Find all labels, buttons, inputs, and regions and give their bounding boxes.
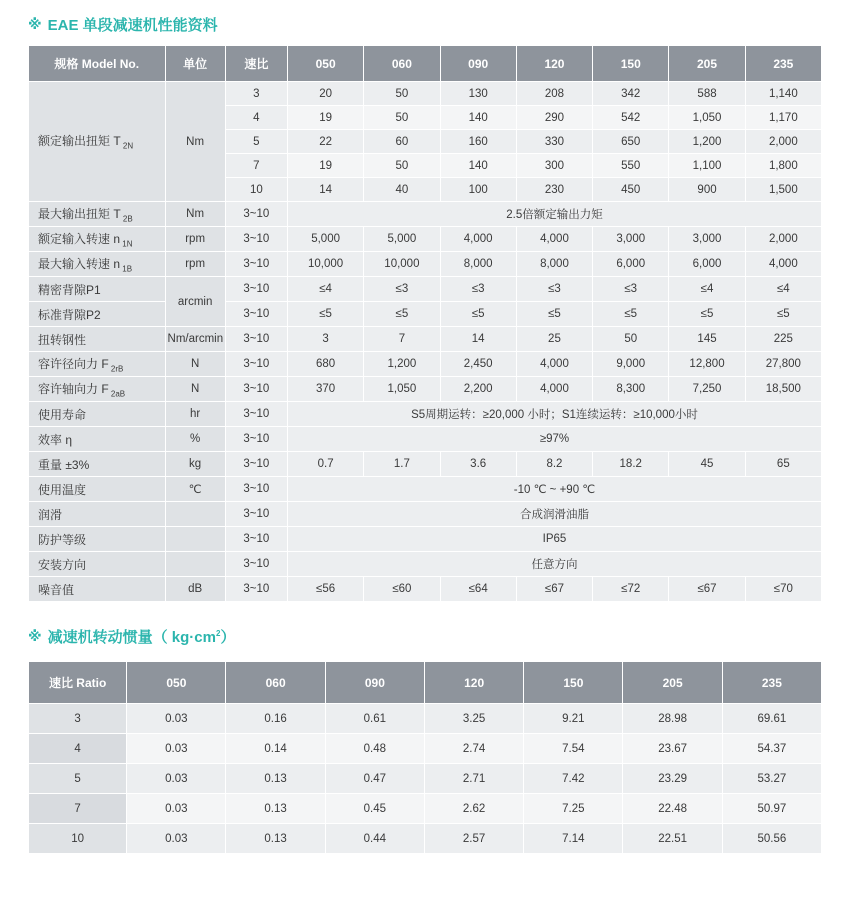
inertia-header-row xyxy=(29,662,822,704)
row-unit: rpm xyxy=(165,252,225,277)
cell-value: 10,000 xyxy=(287,252,363,277)
cell-value: 50 xyxy=(364,82,440,106)
cell-value: 6,000 xyxy=(593,252,669,277)
cell-value: 14 xyxy=(287,178,363,202)
cell-value: ≤5 xyxy=(364,302,440,327)
cell-value: 225 xyxy=(745,327,821,352)
cell-value: 0.16 xyxy=(226,704,325,734)
cell-value: 588 xyxy=(669,82,745,106)
cell-value: 0.13 xyxy=(226,794,325,824)
cell-value: 12,800 xyxy=(669,352,745,377)
cell-value: ≤70 xyxy=(745,577,821,602)
cell-ratio: 10 xyxy=(225,178,287,202)
table-row xyxy=(29,302,822,327)
row-label: 重量 ±3% xyxy=(29,452,166,477)
cell-ratio: 3~10 xyxy=(225,377,287,402)
row-unit-rated-torque: Nm xyxy=(165,82,225,202)
cell-ratio: 3~10 xyxy=(225,227,287,252)
cell-value: ≤64 xyxy=(440,577,516,602)
cell-value: 0.47 xyxy=(325,764,424,794)
header-model-060: 060 xyxy=(364,46,440,82)
row-label: 标准背隙P2 xyxy=(29,302,166,327)
cell-value: 680 xyxy=(287,352,363,377)
cell-value: 1,050 xyxy=(669,106,745,130)
header-model-050: 050 xyxy=(287,46,363,82)
cell-value: 9,000 xyxy=(593,352,669,377)
cell-value: 8,000 xyxy=(516,252,592,277)
cell-value: 18.2 xyxy=(593,452,669,477)
cell-value: 900 xyxy=(669,178,745,202)
cell-value: 23.29 xyxy=(623,764,722,794)
cell-value: ≤5 xyxy=(669,302,745,327)
table-row xyxy=(29,477,822,502)
row-label: 扭转钢性 xyxy=(29,327,166,352)
header-model-090: 090 xyxy=(325,662,424,704)
cell-value-merged: S5周期运转：≥20,000 小时；S1连续运转：≥10,000小时 xyxy=(287,402,821,427)
cell-value: 4,000 xyxy=(516,377,592,402)
cell-value: 650 xyxy=(593,130,669,154)
row-label: 使用寿命 xyxy=(29,402,166,427)
table-row xyxy=(29,734,822,764)
row-label: 噪音值 xyxy=(29,577,166,602)
cell-value: 1,140 xyxy=(745,82,821,106)
asterisk-icon: ※ xyxy=(28,16,42,32)
cell-value: 2.74 xyxy=(424,734,523,764)
cell-value: 1,200 xyxy=(669,130,745,154)
cell-value: 3,000 xyxy=(593,227,669,252)
cell-value: 0.45 xyxy=(325,794,424,824)
cell-value: ≤72 xyxy=(593,577,669,602)
row-unit: ℃ xyxy=(165,477,225,502)
cell-value: 18,500 xyxy=(745,377,821,402)
table-row xyxy=(29,577,822,602)
cell-value: 230 xyxy=(516,178,592,202)
cell-ratio: 3~10 xyxy=(225,477,287,502)
cell-value: 0.03 xyxy=(127,764,226,794)
cell-value: ≤5 xyxy=(593,302,669,327)
cell-value: 8,300 xyxy=(593,377,669,402)
cell-value: 290 xyxy=(516,106,592,130)
cell-value: 3.6 xyxy=(440,452,516,477)
cell-ratio: 10 xyxy=(29,824,127,854)
row-unit: Nm xyxy=(165,202,225,227)
cell-value: 0.61 xyxy=(325,704,424,734)
cell-value: 370 xyxy=(287,377,363,402)
cell-value: 22.51 xyxy=(623,824,722,854)
table-row xyxy=(29,824,822,854)
table-row xyxy=(29,502,822,527)
cell-value: 27,800 xyxy=(745,352,821,377)
cell-value: 550 xyxy=(593,154,669,178)
cell-value: 0.7 xyxy=(287,452,363,477)
cell-value: ≤5 xyxy=(440,302,516,327)
cell-value: 5,000 xyxy=(364,227,440,252)
asterisk-icon-2: ※ xyxy=(28,628,42,644)
cell-value: 1.7 xyxy=(364,452,440,477)
cell-value: 7.14 xyxy=(524,824,623,854)
cell-value: 50 xyxy=(364,106,440,130)
header-model: 规格 Model No. xyxy=(29,46,166,82)
cell-ratio: 5 xyxy=(29,764,127,794)
header-model-120: 120 xyxy=(516,46,592,82)
cell-value: 4,000 xyxy=(745,252,821,277)
row-label: 容许径向力 F $_{2rB}$ xyxy=(29,352,166,377)
row-label: 额定输入转速 n $_{1N}$ xyxy=(29,227,166,252)
cell-ratio: 3~10 xyxy=(225,427,287,452)
row-label-rated-torque: 额定输出扭矩 T $_{2N}$ xyxy=(29,82,166,202)
cell-value: 0.03 xyxy=(127,824,226,854)
inertia-table xyxy=(28,661,822,854)
row-unit: % xyxy=(165,427,225,452)
cell-value: 8.2 xyxy=(516,452,592,477)
cell-value: 53.27 xyxy=(722,764,821,794)
cell-value: 2.57 xyxy=(424,824,523,854)
cell-value: 60 xyxy=(364,130,440,154)
cell-value: 14 xyxy=(440,327,516,352)
cell-ratio: 3 xyxy=(225,82,287,106)
cell-value: 6,000 xyxy=(669,252,745,277)
cell-value: ≤60 xyxy=(364,577,440,602)
cell-value: 69.61 xyxy=(722,704,821,734)
cell-value: 1,500 xyxy=(745,178,821,202)
cell-value: 208 xyxy=(516,82,592,106)
cell-value: 100 xyxy=(440,178,516,202)
cell-ratio: 3~10 xyxy=(225,452,287,477)
table-row xyxy=(29,764,822,794)
header-unit: 单位 xyxy=(165,46,225,82)
cell-value: ≤4 xyxy=(287,277,363,302)
cell-value-merged: 任意方向 xyxy=(287,552,821,577)
perf-section-title xyxy=(0,0,850,45)
header-ratio: 速比 xyxy=(225,46,287,82)
cell-value: 28.98 xyxy=(623,704,722,734)
cell-value: 10,000 xyxy=(364,252,440,277)
row-unit: hr xyxy=(165,402,225,427)
table-row xyxy=(29,794,822,824)
cell-value: ≤5 xyxy=(287,302,363,327)
row-unit: kg xyxy=(165,452,225,477)
table-row xyxy=(29,377,822,402)
table-row xyxy=(29,327,822,352)
cell-value: 3,000 xyxy=(669,227,745,252)
cell-value: 54.37 xyxy=(722,734,821,764)
row-unit xyxy=(165,552,225,577)
cell-value: 7.42 xyxy=(524,764,623,794)
table-row xyxy=(29,82,822,106)
cell-value: 2.71 xyxy=(424,764,523,794)
header-model-205: 205 xyxy=(623,662,722,704)
cell-value: 542 xyxy=(593,106,669,130)
row-label: 润滑 xyxy=(29,502,166,527)
cell-value: 0.14 xyxy=(226,734,325,764)
performance-table xyxy=(28,45,822,602)
cell-value: 3.25 xyxy=(424,704,523,734)
table-row xyxy=(29,552,822,577)
cell-value: 45 xyxy=(669,452,745,477)
cell-value: 19 xyxy=(287,154,363,178)
row-label: 防护等级 xyxy=(29,527,166,552)
cell-value: 3 xyxy=(287,327,363,352)
cell-value: 20 xyxy=(287,82,363,106)
cell-value: 1,100 xyxy=(669,154,745,178)
table-row xyxy=(29,227,822,252)
row-label: 最大输出扭矩 T $_{2B}$ xyxy=(29,202,166,227)
cell-value: 22 xyxy=(287,130,363,154)
cell-ratio: 3~10 xyxy=(225,527,287,552)
cell-value: 342 xyxy=(593,82,669,106)
cell-value: 0.03 xyxy=(127,734,226,764)
header-model-060: 060 xyxy=(226,662,325,704)
cell-value: ≤4 xyxy=(669,277,745,302)
header-ratio: 速比 Ratio xyxy=(29,662,127,704)
table-row xyxy=(29,252,822,277)
table-row xyxy=(29,277,822,302)
cell-value: 50 xyxy=(593,327,669,352)
cell-value: 25 xyxy=(516,327,592,352)
table-row xyxy=(29,704,822,734)
cell-value: 4,000 xyxy=(516,352,592,377)
cell-value: 1,800 xyxy=(745,154,821,178)
cell-value: 0.44 xyxy=(325,824,424,854)
cell-value: 7,250 xyxy=(669,377,745,402)
row-label: 精密背隙P1 xyxy=(29,277,166,302)
cell-value-merged: IP65 xyxy=(287,527,821,552)
cell-ratio: 4 xyxy=(29,734,127,764)
cell-ratio: 5 xyxy=(225,130,287,154)
perf-title-text: EAE 单段减速机性能资料 xyxy=(47,17,218,34)
cell-value: 8,000 xyxy=(440,252,516,277)
cell-value: 9.21 xyxy=(524,704,623,734)
row-unit: arcmin xyxy=(165,277,225,327)
cell-ratio: 3~10 xyxy=(225,302,287,327)
cell-value: ≤3 xyxy=(593,277,669,302)
cell-value: 5,000 xyxy=(287,227,363,252)
row-unit: N xyxy=(165,352,225,377)
row-unit xyxy=(165,502,225,527)
cell-ratio: 3~10 xyxy=(225,252,287,277)
cell-ratio: 3~10 xyxy=(225,327,287,352)
cell-value: 145 xyxy=(669,327,745,352)
table-row xyxy=(29,352,822,377)
cell-value: ≤3 xyxy=(516,277,592,302)
table-row xyxy=(29,452,822,477)
cell-value: 7.54 xyxy=(524,734,623,764)
cell-value: 50 xyxy=(364,154,440,178)
cell-value: ≤5 xyxy=(745,302,821,327)
cell-value-merged: -10 ℃ ~ +90 ℃ xyxy=(287,477,821,502)
cell-value: 0.13 xyxy=(226,824,325,854)
cell-value: ≤67 xyxy=(516,577,592,602)
header-model-120: 120 xyxy=(424,662,523,704)
cell-value: 65 xyxy=(745,452,821,477)
table-row xyxy=(29,527,822,552)
cell-value: 23.67 xyxy=(623,734,722,764)
cell-value: 40 xyxy=(364,178,440,202)
cell-ratio: 3~10 xyxy=(225,552,287,577)
cell-ratio: 3 xyxy=(29,704,127,734)
cell-value: 1,050 xyxy=(364,377,440,402)
row-label: 使用温度 xyxy=(29,477,166,502)
cell-value: 2.62 xyxy=(424,794,523,824)
header-model-090: 090 xyxy=(440,46,516,82)
cell-value: ≤56 xyxy=(287,577,363,602)
cell-value: ≤3 xyxy=(440,277,516,302)
cell-value: ≤67 xyxy=(669,577,745,602)
cell-value: 50.97 xyxy=(722,794,821,824)
cell-ratio: 3~10 xyxy=(225,402,287,427)
cell-ratio: 3~10 xyxy=(225,577,287,602)
cell-value: ≤5 xyxy=(516,302,592,327)
row-unit xyxy=(165,527,225,552)
cell-value: 0.03 xyxy=(127,704,226,734)
header-model-150: 150 xyxy=(593,46,669,82)
table-row xyxy=(29,202,822,227)
cell-ratio: 3~10 xyxy=(225,202,287,227)
cell-ratio: 7 xyxy=(225,154,287,178)
row-label: 最大输入转速 n $_{1B}$ xyxy=(29,252,166,277)
cell-ratio: 3~10 xyxy=(225,277,287,302)
cell-value: 330 xyxy=(516,130,592,154)
cell-value: 19 xyxy=(287,106,363,130)
cell-value: 22.48 xyxy=(623,794,722,824)
row-label: 容许轴向力 F $_{2aB}$ xyxy=(29,377,166,402)
row-unit: dB xyxy=(165,577,225,602)
table-row xyxy=(29,402,822,427)
cell-value: 0.48 xyxy=(325,734,424,764)
cell-value: 2,450 xyxy=(440,352,516,377)
cell-value: 300 xyxy=(516,154,592,178)
cell-value-merged: 合成润滑油脂 xyxy=(287,502,821,527)
row-label: 安装方向 xyxy=(29,552,166,577)
cell-value: ≤3 xyxy=(364,277,440,302)
cell-value: ≤4 xyxy=(745,277,821,302)
header-model-235: 235 xyxy=(745,46,821,82)
row-label: 效率 η xyxy=(29,427,166,452)
cell-value: 130 xyxy=(440,82,516,106)
cell-value: 7 xyxy=(364,327,440,352)
cell-value: 7.25 xyxy=(524,794,623,824)
header-model-150: 150 xyxy=(524,662,623,704)
inertia-title-text: 减速机转动惯量（ $kg\cdot cm^2$） xyxy=(47,629,236,646)
cell-value: 1,200 xyxy=(364,352,440,377)
cell-value: 160 xyxy=(440,130,516,154)
cell-ratio: 7 xyxy=(29,794,127,824)
cell-value: 140 xyxy=(440,154,516,178)
cell-ratio: 3~10 xyxy=(225,352,287,377)
cell-value: 450 xyxy=(593,178,669,202)
cell-value: 2,000 xyxy=(745,130,821,154)
cell-value: 2,000 xyxy=(745,227,821,252)
cell-value: 1,170 xyxy=(745,106,821,130)
cell-value: 4,000 xyxy=(440,227,516,252)
cell-value: 0.13 xyxy=(226,764,325,794)
row-unit: Nm/arcmin xyxy=(165,327,225,352)
row-unit: N xyxy=(165,377,225,402)
table-row xyxy=(29,427,822,452)
header-model-235: 235 xyxy=(722,662,821,704)
cell-value-merged: ≥97% xyxy=(287,427,821,452)
cell-value: 2,200 xyxy=(440,377,516,402)
cell-value: 0.03 xyxy=(127,794,226,824)
header-model-050: 050 xyxy=(127,662,226,704)
perf-header-row xyxy=(29,46,822,82)
cell-ratio: 4 xyxy=(225,106,287,130)
header-model-205: 205 xyxy=(669,46,745,82)
cell-value-merged: 2.5倍额定输出力矩 xyxy=(287,202,821,227)
cell-value: 4,000 xyxy=(516,227,592,252)
cell-value: 50.56 xyxy=(722,824,821,854)
cell-ratio: 3~10 xyxy=(225,502,287,527)
inertia-section-title xyxy=(0,602,850,657)
row-unit: rpm xyxy=(165,227,225,252)
cell-value: 140 xyxy=(440,106,516,130)
